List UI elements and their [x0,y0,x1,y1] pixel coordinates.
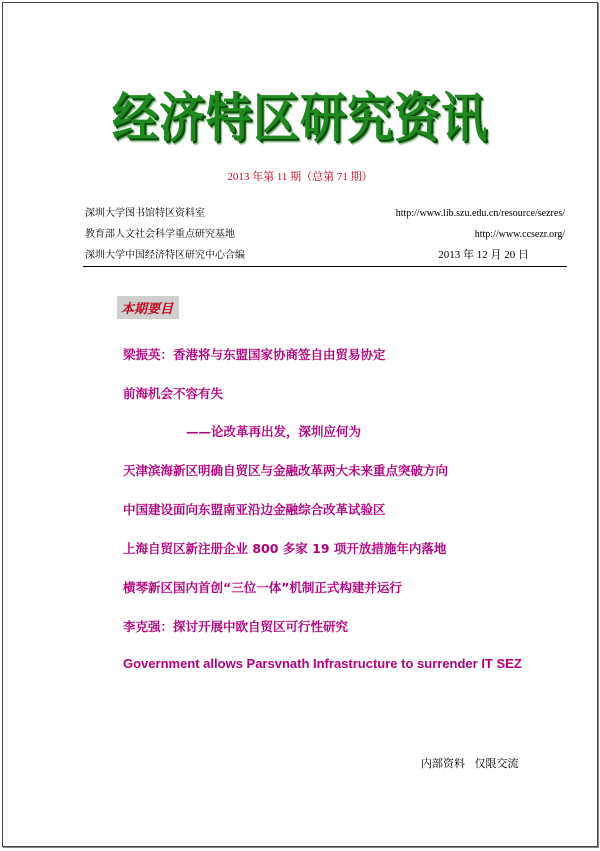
highlight-item[interactable]: 李克强：探讨开展中欧自贸区可行性研究 [123,619,349,634]
publisher-url[interactable]: http://www.lib.szu.edu.cn/resource/sezres/ [395,208,565,219]
masthead-title: 经济特区研究资讯 [112,86,488,149]
highlight-item[interactable]: 横琴新区国内首创“三位一体”机制正式构建并运行 [123,580,402,595]
publisher-url[interactable]: http://www.ccsezr.org/ [474,229,565,240]
highlight-item[interactable]: Government allows Parsvnath Infrastructure to surrender IT SEZ [123,656,522,671]
highlight-subtitle: ——论改革再出发，深圳应何为 [186,424,362,439]
highlight-item[interactable]: 中国建设面向东盟南亚沿边金融综合改革试验区 [123,502,386,517]
highlight-item[interactable]: 天津滨海新区明确自贸区与金融改革两大未来重点突破方向 [123,463,449,478]
highlight-item[interactable]: 梁振英：香港将与东盟国家协商签自由贸易协定 [123,347,386,362]
publisher-name: 教育部人文社会科学重点研究基地 [85,229,235,240]
header-divider [83,266,567,267]
highlights-label: 本期要目 [117,296,179,319]
publisher-row [85,224,565,245]
document-page [2,2,598,847]
publisher-row [85,203,565,224]
publisher-info [85,203,565,266]
publisher-row [85,245,565,266]
issue-number: 2013 年第 11 期（总第 71 期） [227,171,373,183]
publisher-name: 深圳大学中国经济特区研究中心合编 [85,250,245,261]
footer-note: 内部资料 仅限交流 [421,757,519,770]
publisher-name: 深圳大学图书馆特区资料室 [85,208,205,219]
highlight-item[interactable]: 前海机会不容有失 [123,386,224,401]
publication-date: 2013 年 12 月 20 日 [438,249,529,261]
highlight-item[interactable]: 上海自贸区新注册企业 800 多家 19 项开放措施年内落地 [123,541,447,556]
